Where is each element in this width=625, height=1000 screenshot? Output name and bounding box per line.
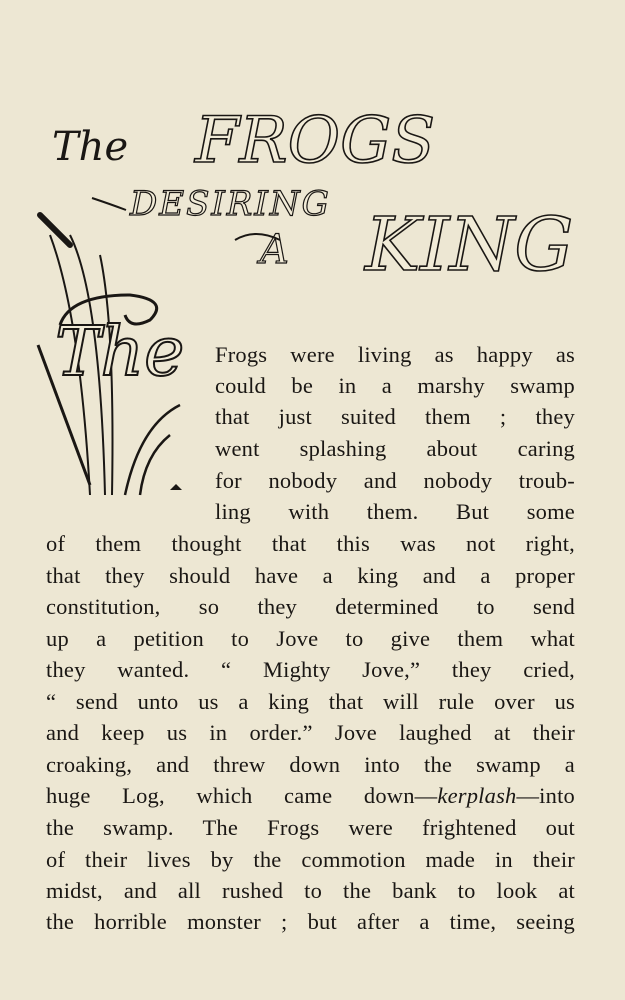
title-the: The <box>52 124 129 170</box>
text-line: Frogs were living as happy as <box>215 342 575 367</box>
text-line: for nobody and nobody troub- <box>215 468 575 493</box>
reed-icon <box>140 435 170 495</box>
text-line: the horrible monster ; but after a time, seeing <box>46 909 575 934</box>
text-line: could be in a marshy swamp <box>215 373 575 398</box>
italic-word: kerplash <box>437 783 517 808</box>
text-span: huge Log, which came down— <box>46 783 438 808</box>
text-line: constitution, so they determined to send <box>46 594 575 619</box>
text-line: ling with them. But some <box>215 499 575 524</box>
text-line: they wanted. “ Mighty Jove,” they cried, <box>46 657 575 682</box>
title-a: A <box>260 227 291 273</box>
text-line-log <box>46 781 575 811</box>
title-frogs: FROGS <box>195 104 436 178</box>
text-line: “ send unto us a king that will rule over us <box>46 689 575 714</box>
text-line: midst, and all rushed to the bank to look at <box>46 878 575 903</box>
text-line: up a petition to Jove to give them what <box>46 626 575 651</box>
text-line: that they should have a king and a proper <box>46 563 575 588</box>
text-line: croaking, and threw down into the swamp a <box>46 752 575 777</box>
text-line: of their lives by the commotion made in their <box>46 847 575 872</box>
text-span: —into <box>516 783 575 808</box>
initial-the-text: The <box>55 313 185 392</box>
decorative-initial <box>30 195 215 515</box>
text-line: of them thought that this was not right, <box>46 531 575 556</box>
text-line: that just suited them ; they <box>215 404 575 429</box>
title-desiring: DESIRING <box>130 184 331 224</box>
reed-icon <box>125 405 180 495</box>
frog-mark-icon <box>170 484 182 490</box>
title-king: KING <box>365 202 574 288</box>
bulrush-icon <box>40 215 70 245</box>
text-line: and keep us in order.” Jove laughed at their <box>46 720 575 745</box>
text-line: went splashing about caring <box>215 436 575 461</box>
text-line: the swamp. The Frogs were frightened out <box>46 815 575 840</box>
